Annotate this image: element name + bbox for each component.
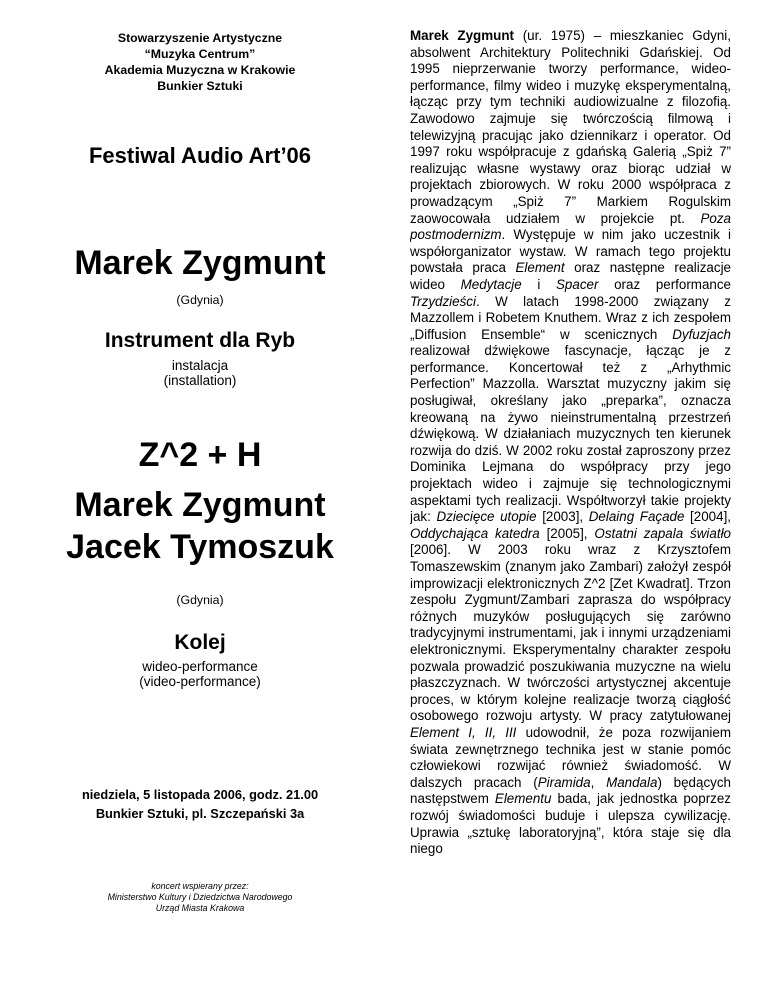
bio-italic-title: Piramida [537, 774, 591, 790]
bio-italic-title: Elementu [494, 791, 552, 807]
organizer-name: Bunkier Sztuki [157, 79, 243, 93]
bio-text: ) będących następstwem [410, 774, 731, 807]
bio-text: [2003], [536, 509, 589, 525]
group-name: Z^2 + H [138, 436, 262, 474]
bio-text: [2006]. W 2003 roku wraz z Krzysztofem Tomaszewskim (znanym jako Zambari) założył zespół improwizacji elektronicznych Z^2 [Zet Kwadrat]. Trzon zespołu Zygmunt/Zambari zaprasza do współpracy różnych muzyków posługujących się zarówno tradycyjnymi instrumentami, jak i innymi urządzeniami elektronicznymi. Eksperymentalny charakter zespołu pozwala prowadzić poszukiwania muzyczne na wielu płaszczyznach. W twórczości artystycznej akcentuje proces, w którym kolejne realizacje tworzą ciągłość osobowego rozwoju artysty. W pracy zatytułowanej [410, 542, 731, 724]
work-type-en: (installation) [163, 373, 237, 388]
poster-left-column [52, 30, 348, 914]
bio-text: [2005], [539, 525, 595, 541]
bio-italic-title: Ostatni zapala światło [594, 525, 731, 541]
biography-paragraph [410, 28, 731, 858]
artist-biography [410, 28, 731, 958]
bio-text: . Występuje w nim jako uczestnik i współorganizator wystaw. W ramach tego projektu powstała praca [410, 227, 731, 276]
bio-text: . W latach 1998-2000 związany z Mazzollem i Robetem Knuthem. Wraz z ich zespołem „Diffusion Ensemble“ w scenicznych [410, 293, 731, 342]
bio-italic-title: Oddychająca katedra [410, 525, 540, 541]
artist-city: (Gdynia) [176, 293, 224, 307]
bio-text: bada, jak jednostka poprzez rozwój świadomości buduje i ulepsza cywilizację. Uprawia „sztukę laboratoryjną”, która staje się dla niego [410, 791, 731, 857]
bio-text: oraz performance [598, 276, 731, 292]
work-title: Instrument dla Ryb [104, 329, 296, 352]
bio-italic-title: Dziecięce utopie [436, 509, 537, 525]
event-date: niedziela, 5 listopada 2006, godz. 21.00 [81, 787, 319, 802]
support-sponsor: Urząd Miasta Krakowa [155, 903, 245, 913]
bio-italic-title: Poza postmodernizm [410, 210, 731, 243]
bio-text: oraz następne realizacje wideo [410, 260, 731, 292]
organizer-name: Stowarzyszenie Artystyczne [117, 31, 283, 45]
bio-italic-title: Element I, II, III [410, 724, 517, 740]
work-type-en: (video-performance) [139, 674, 261, 689]
work-title: Kolej [174, 631, 226, 654]
bio-italic-title: Spacer [556, 276, 599, 292]
bio-italic-title: Trzydzieści [410, 293, 476, 309]
artist-name: Marek Zygmunt [74, 244, 326, 282]
bio-text: udowodnił, że poza rozwijaniem świata zewnętrznego technika jest w stanie pomóc człowiekowi rozwijać również świadomość. W dalszych pracach ( [410, 724, 731, 790]
event-venue: Bunkier Sztuki, pl. Szczepański 3a [95, 806, 305, 821]
bio-text: , [590, 774, 607, 790]
work-type: instalacja [171, 358, 229, 373]
bio-italic-title: Element [515, 260, 565, 276]
bio-text: (ur. 1975) – mieszkaniec Gdyni, absolwent Architektury Politechniki Gdańskiej. Od 1995 nieprzerwanie tworzy performance, wideo-performance, filmy wideo i muzykę eksperymentalną, łącząc przy tym techniki audiowizualne z filozofią. Zawodowo zajmuje się twórczością filmową i telewizyjną pracując jako dziennikarz i operator. Od 1997 roku współpracuje z gdańską Galerią „Spiż 7” realizując własne wystawy oraz biorąc udział w projektach zbiorowych. W roku 2000 współpraca z prowadzącym „Spiż 7” Markiem Rogulskim zaowocowała udziałem w projekcie pt. [410, 28, 731, 226]
bio-text: [2004], [684, 509, 731, 525]
organizer-name: Akademia Muzyczna w Krakowie [104, 63, 296, 77]
support-sponsor: Ministerstwo Kultury i Dziedzictwa Narodowego [107, 892, 293, 902]
bio-artist-name: Marek Zygmunt [410, 28, 514, 43]
support-label: koncert wspierany przez: [151, 881, 249, 891]
artist-name: Jacek Tymoszuk [66, 528, 334, 566]
bio-text: realizował dźwiękowe fascynacje, łącząc je z performance. Koncertował też z „Arhythmic Perfection” Mazzolla. Warsztat muzyczny jakim się posługiwał, określany jako „preparka”, oznacza kreowaną na żywo nieinstrumentalną przestrzeń dźwiękową. W działaniach muzycznych ten kierunek rozwija do dziś. W 2002 roku został zaproszony przez Dominika Lejmana do współpracy przy jego projektach wideo i zajmuje się technologicznymi aspektami tych realizacji. Współtworzył takie projekty jak: [410, 343, 731, 525]
work-type: wideo-performance [142, 659, 258, 674]
festival-title: Festiwal Audio Art’06 [88, 143, 312, 168]
artist-city: (Gdynia) [176, 593, 224, 607]
bio-text: i [521, 276, 556, 292]
bio-italic-title: Medytacje [460, 276, 522, 292]
bio-italic-title: Delaing Façade [588, 509, 685, 525]
bio-italic-title: Mandala [606, 774, 658, 790]
organizer-name: “Muzyka Centrum” [144, 47, 256, 61]
bio-italic-title: Dyfuzjach [672, 326, 731, 342]
artist-name: Marek Zygmunt [74, 486, 326, 524]
